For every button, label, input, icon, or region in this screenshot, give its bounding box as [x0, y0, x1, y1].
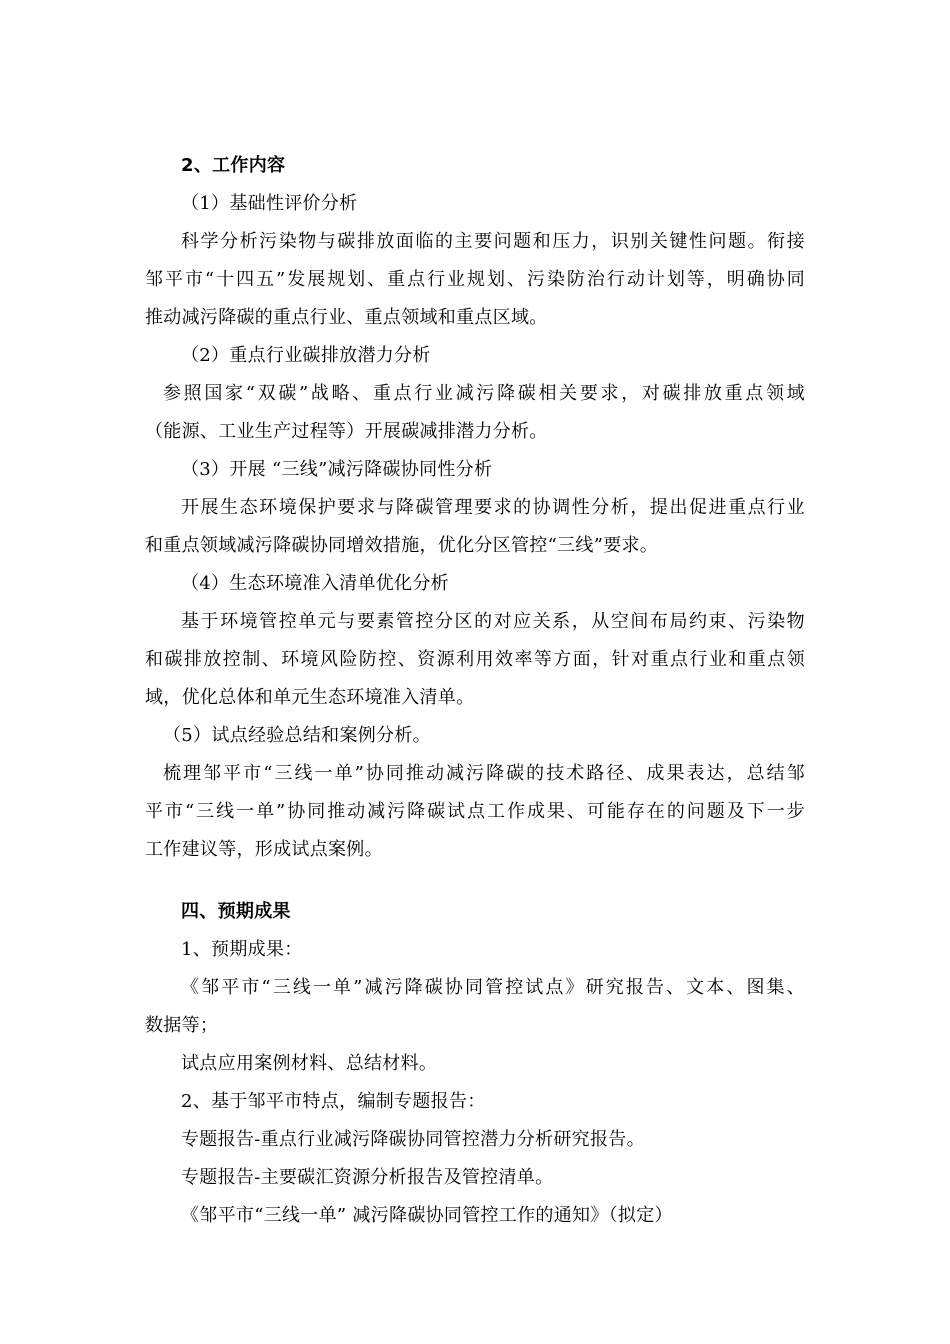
- paragraph-line: 参照国家“双碳”战略、重点行业减污降碳相关要求，对碳排放重点领域: [163, 383, 805, 404]
- paragraph-line: 域，优化总体和单元生态环境准入清单。: [145, 687, 475, 708]
- paragraph-line: 《邹平市“三线一单” 减污降碳协同管控工作的通知》（拟定）: [181, 1205, 673, 1226]
- paragraph-line: 工作建议等，形成试点案例。: [145, 839, 383, 860]
- item-title: （4）生态环境准入清单优化分析: [181, 573, 449, 594]
- paragraph-line: 邹平市“十四五”发展规划、重点行业规划、污染防治行动计划等，明确协同: [145, 269, 805, 290]
- section-heading: 四、预期成果: [181, 901, 291, 922]
- paragraph-line: 梳理邹平市“三线一单”协同推动减污降碳的技术路径、成果表达，总结邹: [163, 763, 805, 784]
- paragraph-line: 开展生态环境保护要求与降碳管理要求的协调性分析，提出促进重点行业: [181, 497, 805, 518]
- section-heading: 2、工作内容: [181, 155, 286, 176]
- paragraph-line: 和碳排放控制、环境风险防控、资源利用效率等方面，针对重点行业和重点领: [145, 649, 805, 670]
- item-title: 2、基于邹平市特点，编制专题报告：: [181, 1091, 486, 1112]
- paragraph-line: 平市“三线一单”协同推动减污降碳试点工作成果、可能存在的问题及下一步: [145, 801, 805, 822]
- paragraph-line: 基于环境管控单元与要素管控分区的对应关系，从空间布局约束、污染物: [181, 611, 805, 632]
- paragraph-line: 试点应用案例材料、总结材料。: [181, 1053, 438, 1074]
- item-title: （3）开展 “三线”减污降碳协同性分析: [181, 459, 493, 480]
- item-title: （1）基础性评价分析: [181, 193, 358, 214]
- item-title: （5）试点经验总结和案例分析。: [163, 725, 431, 746]
- paragraph-line: 科学分析污染物与碳排放面临的主要问题和压力，识别关键性问题。衔接: [181, 231, 805, 252]
- paragraph-line: 专题报告-重点行业减污降碳协同管控潜力分析研究报告。: [181, 1129, 645, 1150]
- paragraph-line: 《邹平市“三线一单”减污降碳协同管控试点》研究报告、文本、图集、: [181, 977, 805, 998]
- paragraph-line: （能源、工业生产过程等）开展碳减排潜力分析。: [145, 421, 548, 442]
- paragraph-line: 数据等；: [145, 1015, 219, 1036]
- paragraph-line: 推动减污降碳的重点行业、重点领域和重点区域。: [145, 307, 548, 328]
- item-title: （2）重点行业碳排放潜力分析: [181, 345, 431, 366]
- paragraph-line: 和重点领域减污降碳协同增效措施，优化分区管控“三线”要求。: [145, 535, 659, 556]
- paragraph-line: 专题报告-主要碳汇资源分析报告及管控清单。: [181, 1167, 554, 1188]
- item-title: 1、预期成果：: [181, 939, 303, 960]
